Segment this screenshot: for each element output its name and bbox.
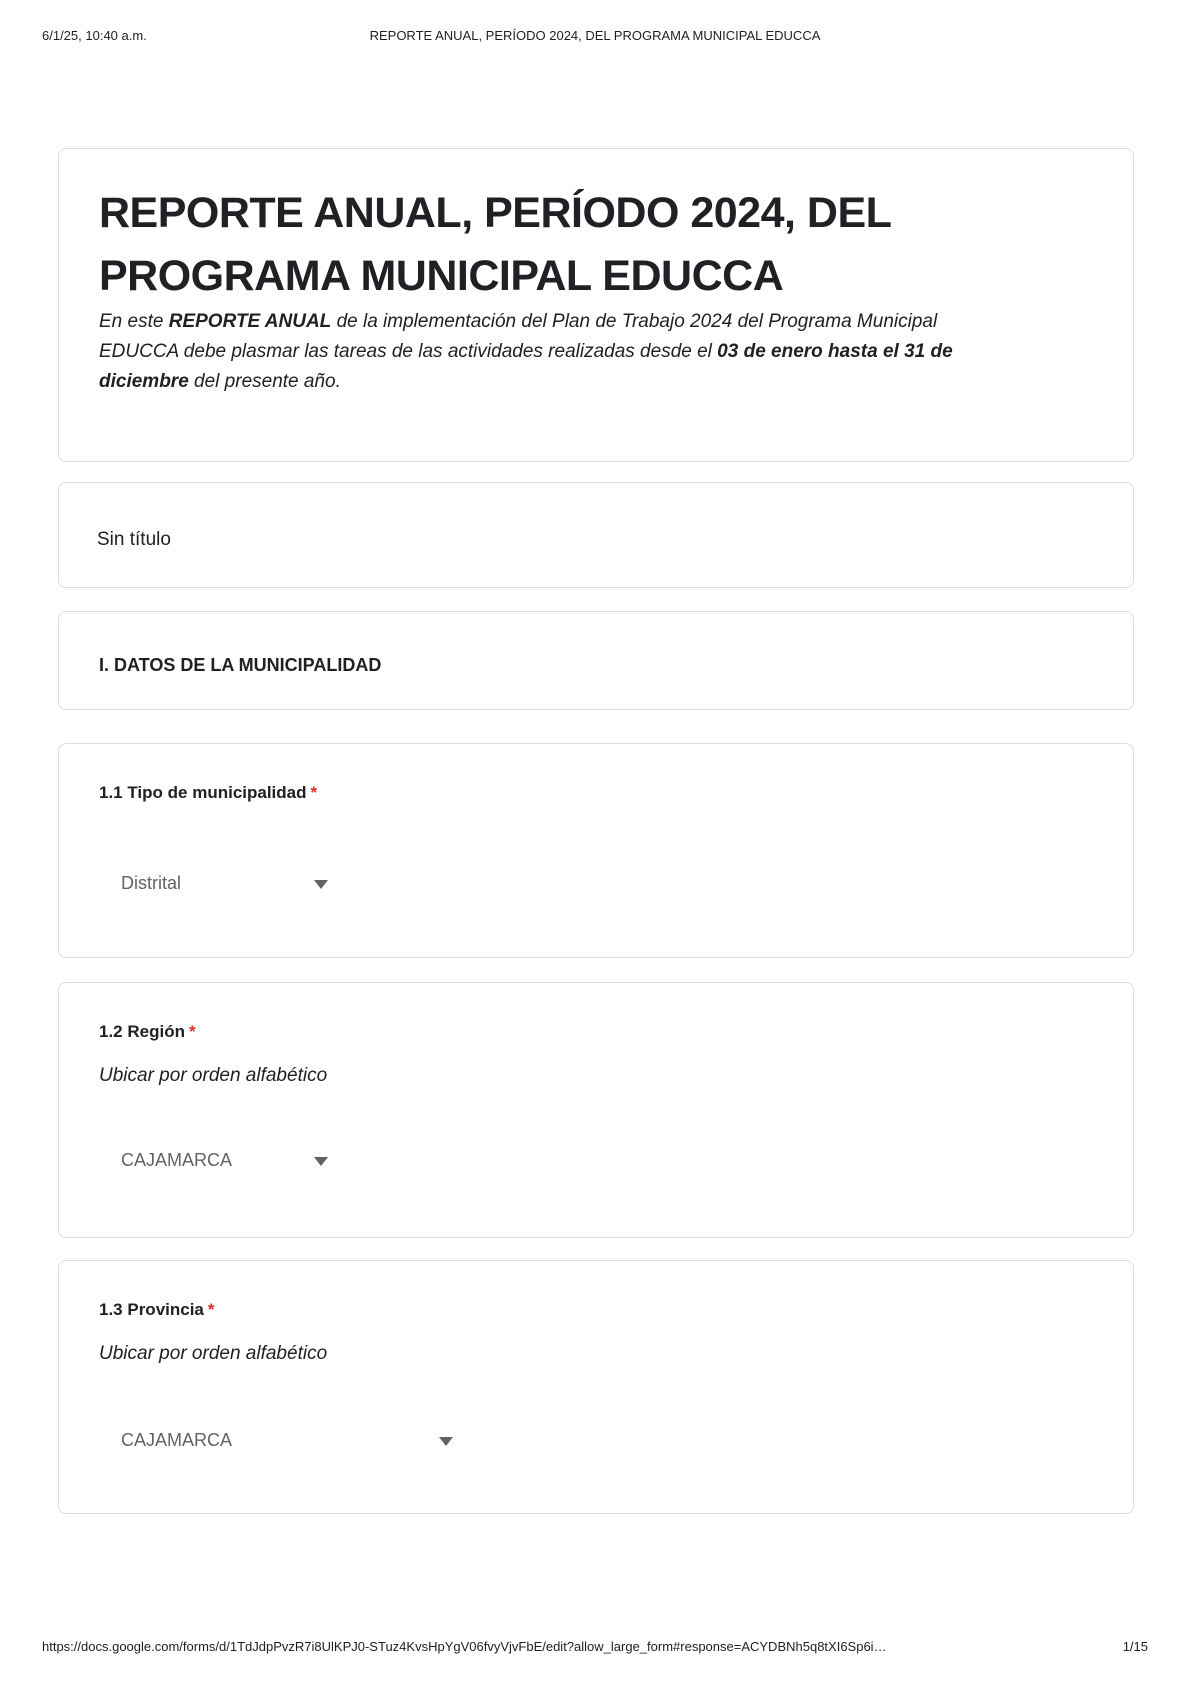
dropdown-arrow-icon [439,1437,453,1446]
section-header-title: I. DATOS DE LA MUNICIPALIDAD [99,655,382,675]
question-help-text: Ubicar por orden alfabético [99,1343,328,1364]
dropdown-arrow-icon [314,880,328,889]
dropdown-region[interactable] [121,1147,328,1173]
question-label [99,1019,196,1045]
required-asterisk: * [207,1300,215,1319]
untitled-section-card [58,482,1134,588]
print-footer-page-indicator: 1/15 [1122,1639,1148,1654]
question-label [99,1297,215,1323]
dropdown-selected-value: CAJAMARCA [121,1430,233,1450]
form-title-card [58,148,1134,462]
print-datetime: 6/1/25, 10:40 a.m. [42,28,147,43]
question-card-provincia [58,1260,1134,1514]
question-card-region [58,982,1134,1238]
section-header-card [58,611,1134,710]
question-help-text: Ubicar por orden alfabético [99,1065,328,1086]
dropdown-selected-value: Distrital [121,873,182,893]
question-label-text: 1.1 Tipo de municipalidad [99,783,307,802]
print-footer-url: https://docs.google.com/forms/d/1TdJdpPvzR7i8UlKPJ0-STuz4KvsHpYgV06fvyVjvFbE/edit?allow_large_form#response=ACYDBNh5q8tXI6Sp6i… [42,1639,887,1654]
untitled-section-title: Sin título [97,529,171,550]
dropdown-provincia[interactable] [121,1427,453,1453]
question-label-text: 1.2 Región [99,1022,185,1041]
form-description: En este REPORTE ANUAL de la implementación del Plan de Trabajo 2024 del Programa Municipal EDUCCA debe plasmar las tareas de las actividades realizadas desde el 03 de enero hasta el 31 de diciembre del presente año. [99,311,953,392]
question-card-tipo-municipalidad [58,743,1134,958]
print-document-title: REPORTE ANUAL, PERÍODO 2024, DEL PROGRAMA MUNICIPAL EDUCCA [369,28,821,43]
dropdown-selected-value: CAJAMARCA [121,1150,233,1170]
dropdown-arrow-icon [314,1157,328,1166]
form-title: REPORTE ANUAL, PERÍODO 2024, DEL PROGRAMA MUNICIPAL EDUCCA [99,189,891,300]
required-asterisk: * [188,1022,196,1041]
question-label [99,780,317,806]
dropdown-tipo-municipalidad[interactable] [121,870,328,896]
question-label-text: 1.3 Provincia [99,1300,204,1319]
required-asterisk: * [310,783,318,802]
